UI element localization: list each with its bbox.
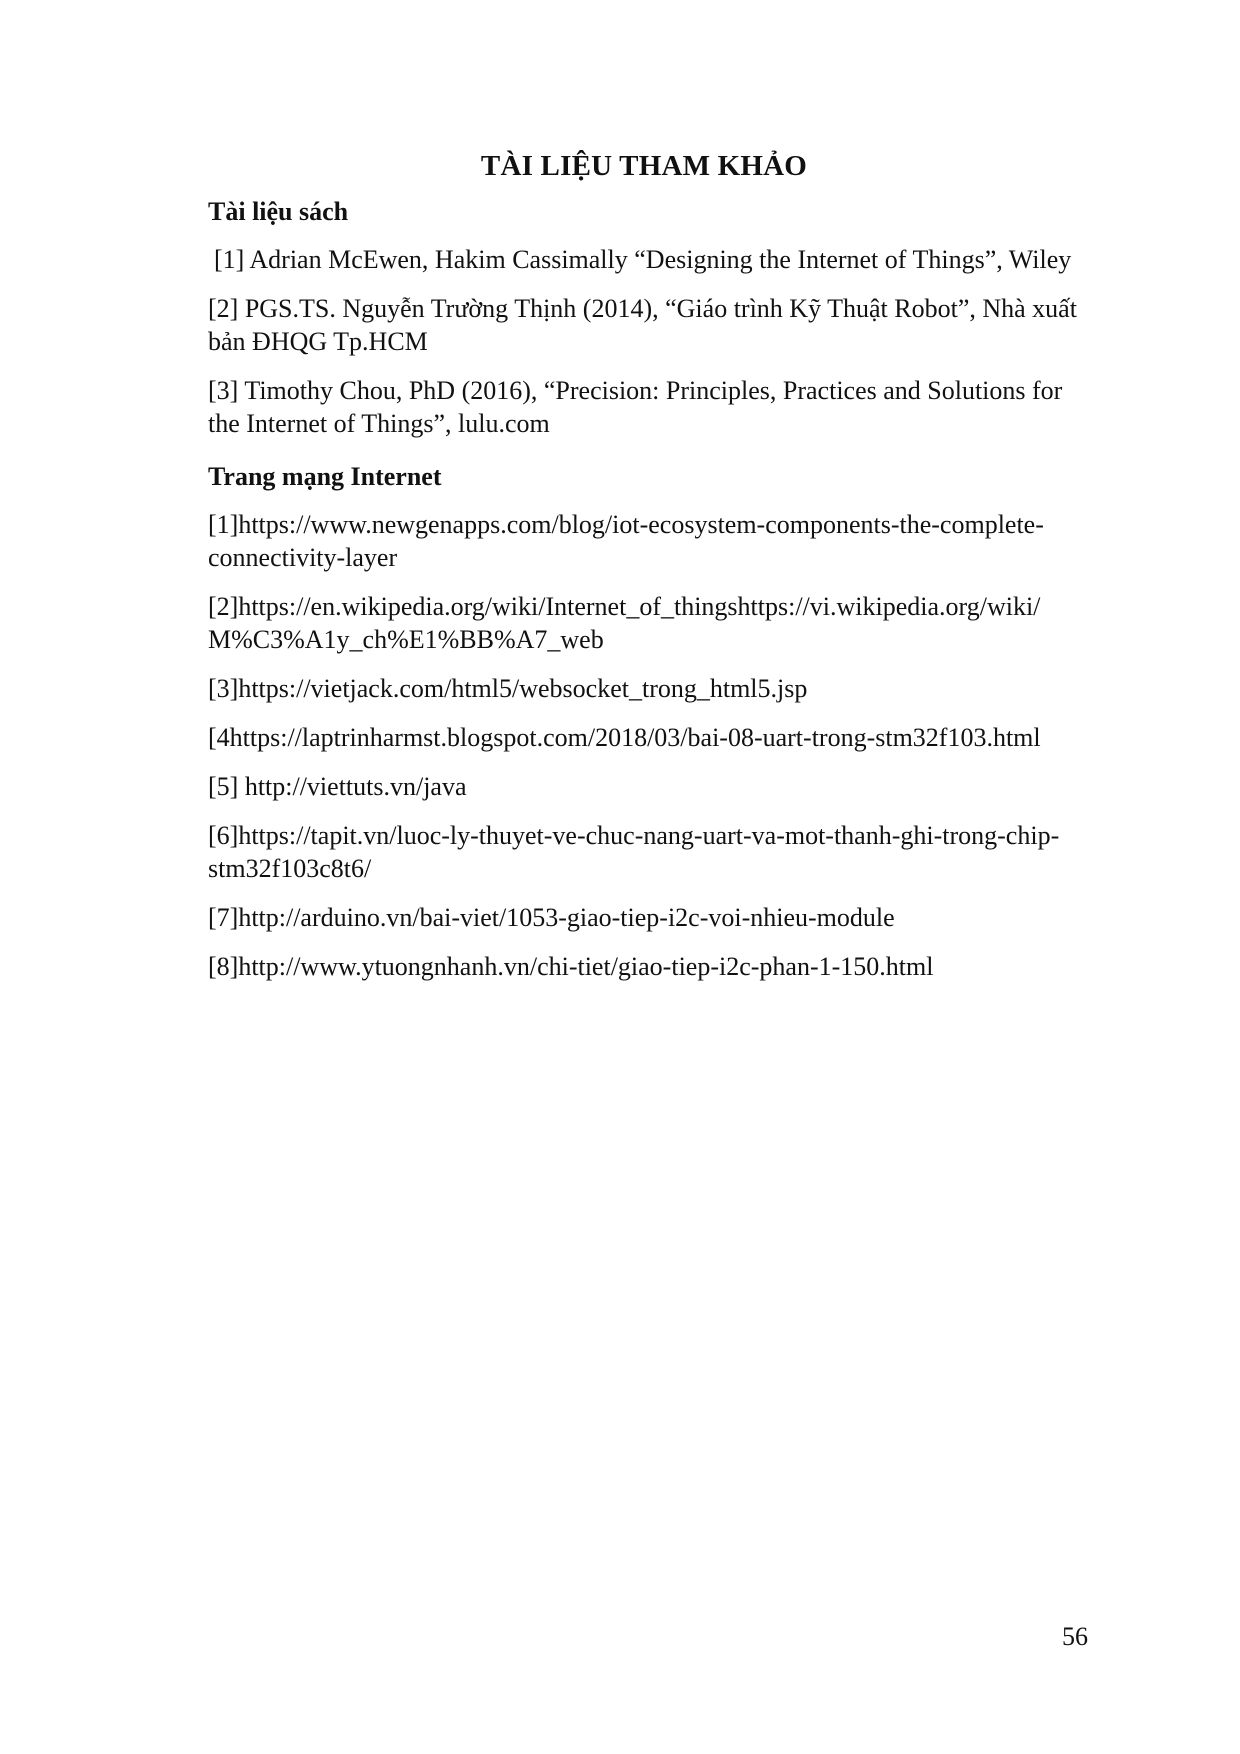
- page-title: TÀI LIỆU THAM KHẢO: [480, 150, 808, 182]
- web-reference-2: [2]https://en.wikipedia.org/wiki/Internet_of_thingshttps://vi.wikipedia.org/wiki/ M%C3%A1y_ch%E1%BB%A7_web: [208, 592, 1041, 654]
- web-reference-6: [6]https://tapit.vn/luoc-ly-thuyet-ve-chuc-nang-uart-va-mot-thanh-ghi-trong-chip-stm32f103c8t6/: [208, 821, 1060, 883]
- web-heading: Trang mạng Internet: [208, 462, 442, 491]
- book-reference-3: [3] Timothy Chou, PhD (2016), “Precision: Principles, Practices and Solutions for the Internet of Things”, lulu.com: [208, 376, 1063, 438]
- web-reference-1: [1]https://www.newgenapps.com/blog/iot-ecosystem-components-the-complete-connectivity-layer: [208, 510, 1044, 572]
- web-reference-7: [7]http://arduino.vn/bai-viet/1053-giao-tiep-i2c-voi-nhieu-module: [208, 903, 895, 932]
- page-number: 56: [1062, 1622, 1088, 1651]
- book-reference-1: [1] Adrian McEwen, Hakim Cassimally “Designing the Internet of Things”, Wiley: [214, 245, 1072, 274]
- book-reference-2: [2] PGS.TS. Nguyễn Trường Thịnh (2014), “Giáo trình Kỹ Thuật Robot”, Nhà xuất bản ĐHQG Tp.HCM: [208, 294, 1077, 356]
- web-reference-4: [4https://laptrinharmst.blogspot.com/2018/03/bai-08-uart-trong-stm32f103.html: [208, 723, 1041, 752]
- references-content: [208, 195, 1088, 999]
- web-reference-8: [8]http://www.ytuongnhanh.vn/chi-tiet/giao-tiep-i2c-phan-1-150.html: [208, 952, 934, 981]
- web-reference-5: [5] http://viettuts.vn/java: [208, 772, 467, 801]
- books-heading: Tài liệu sách: [208, 197, 349, 226]
- web-reference-3: [3]https://vietjack.com/html5/websocket_trong_html5.jsp: [208, 674, 808, 703]
